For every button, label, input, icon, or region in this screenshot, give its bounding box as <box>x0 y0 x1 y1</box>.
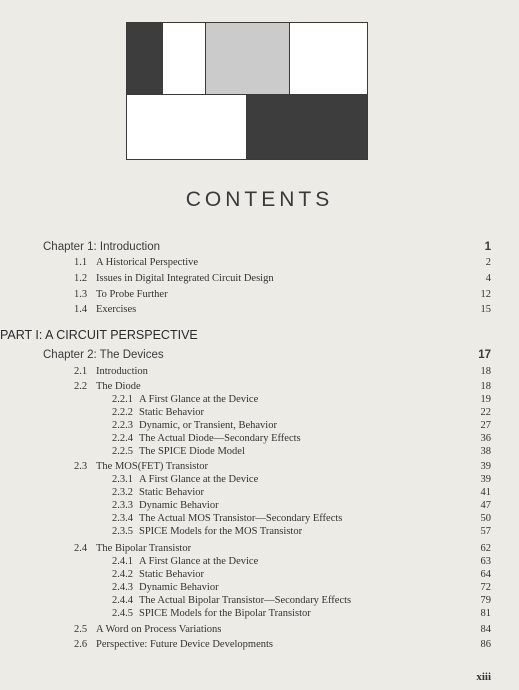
section-title: Issues in Digital Integrated Circuit Design <box>96 273 274 284</box>
subsection-entry <box>0 433 519 447</box>
part-heading <box>0 328 519 342</box>
section-title: Dynamic, or Transient, Behavior <box>139 420 277 431</box>
block-white-right <box>289 22 368 95</box>
section-label <box>74 273 274 284</box>
page-number: 4 <box>485 273 491 284</box>
subsection-label <box>112 433 301 444</box>
subsection-entry <box>0 608 519 622</box>
page-number: 17 <box>478 349 491 361</box>
chapter-label: Chapter 2: The Devices <box>43 349 164 361</box>
subsection-entry <box>0 595 519 609</box>
section-entry <box>0 543 519 557</box>
section-label <box>74 257 198 268</box>
section-title: The Actual Diode—Secondary Effects <box>139 433 301 444</box>
section-number: 2.2.1 <box>112 394 133 405</box>
section-number: 2.4.5 <box>112 608 133 619</box>
section-number: 2.2.3 <box>112 420 133 431</box>
section-number: 2.4.2 <box>112 569 133 580</box>
section-title: Dynamic Behavior <box>139 582 219 593</box>
section-title: The MOS(FET) Transistor <box>96 461 209 472</box>
section-title: The Actual Bipolar Transistor—Secondary Effects <box>139 595 352 606</box>
section-number: 2.3.5 <box>112 526 133 537</box>
subsection-entry <box>0 474 519 488</box>
section-entry <box>0 257 519 271</box>
section-number: 2.5 <box>74 624 88 635</box>
page-number: 57 <box>480 526 491 537</box>
subsection-entry <box>0 513 519 527</box>
section-number: 2.3.1 <box>112 474 133 485</box>
section-number: 2.4.3 <box>112 582 133 593</box>
subsection-entry <box>0 446 519 460</box>
section-label <box>74 543 191 554</box>
page-number: 79 <box>480 595 491 606</box>
section-entry <box>0 366 519 380</box>
page-number: 84 <box>480 624 491 635</box>
section-label <box>74 366 148 377</box>
chapter-label: Chapter 1: Introduction <box>43 241 160 253</box>
subsection-label <box>112 420 277 431</box>
page-number: 39 <box>480 461 491 472</box>
page-number: 22 <box>480 407 491 418</box>
section-label <box>74 304 136 315</box>
section-title: Exercises <box>96 304 137 315</box>
subsection-label <box>112 569 204 580</box>
subsection-label <box>112 582 219 593</box>
section-label <box>74 639 273 650</box>
section-entry <box>0 273 519 287</box>
chapter-entry <box>0 241 519 255</box>
page-number: 72 <box>480 582 491 593</box>
section-number: 2.4 <box>74 543 88 554</box>
page-number: 2 <box>485 257 491 268</box>
page-number: 47 <box>480 500 491 511</box>
section-entry <box>0 461 519 475</box>
section-number: 2.4.4 <box>112 595 133 606</box>
section-title: To Probe Further <box>96 289 168 300</box>
block-dark-small <box>126 22 163 95</box>
subsection-entry <box>0 407 519 421</box>
section-title: Introduction <box>96 366 148 377</box>
page-number: 36 <box>480 433 491 444</box>
page-number: 18 <box>480 366 491 377</box>
block-gray <box>205 22 290 95</box>
block-dark-bottom <box>246 94 368 160</box>
section-number: 2.2.2 <box>112 407 133 418</box>
page-number: 50 <box>480 513 491 524</box>
page-number: 63 <box>480 556 491 567</box>
subsection-label <box>112 500 219 511</box>
subsection-entry <box>0 420 519 434</box>
section-title: The Actual MOS Transistor—Secondary Effects <box>139 513 343 524</box>
section-label <box>74 461 208 472</box>
section-title: A First Glance at the Device <box>139 394 259 405</box>
section-number: 2.4.1 <box>112 556 133 567</box>
section-entry <box>0 304 519 318</box>
page-number: 1 <box>484 241 491 253</box>
subsection-label <box>112 595 351 606</box>
section-number: 2.3.4 <box>112 513 133 524</box>
section-title: Static Behavior <box>139 569 205 580</box>
section-label <box>74 624 221 635</box>
part-label: PART I: A CIRCUIT PERSPECTIVE <box>0 328 198 342</box>
page-number: 19 <box>480 394 491 405</box>
section-entry <box>0 381 519 395</box>
contents-heading: CONTENTS <box>185 188 334 211</box>
section-number: 1.2 <box>74 273 88 284</box>
section-title: A Historical Perspective <box>96 257 199 268</box>
section-number: 2.1 <box>74 366 88 377</box>
subsection-label <box>112 556 258 567</box>
section-number: 2.3.3 <box>112 500 133 511</box>
section-title: A First Glance at the Device <box>139 556 259 567</box>
section-title: The Diode <box>96 381 141 392</box>
block-white-bottom <box>126 94 247 160</box>
page-number: 81 <box>480 608 491 619</box>
page-number: 86 <box>480 639 491 650</box>
section-number: 1.1 <box>74 257 88 268</box>
subsection-entry <box>0 487 519 501</box>
subsection-entry <box>0 394 519 408</box>
section-number: 1.3 <box>74 289 88 300</box>
section-title: The Bipolar Transistor <box>96 543 192 554</box>
page-number: 62 <box>480 543 491 554</box>
page-number: 41 <box>480 487 491 498</box>
section-entry <box>0 624 519 638</box>
section-number: 2.3 <box>74 461 88 472</box>
section-number: 1.4 <box>74 304 88 315</box>
section-entry <box>0 289 519 303</box>
section-title: Perspective: Future Device Developments <box>96 639 273 650</box>
block-white-narrow <box>162 22 206 95</box>
subsection-label <box>112 394 258 405</box>
section-title: Dynamic Behavior <box>139 500 219 511</box>
subsection-label <box>112 446 245 457</box>
subsection-entry <box>0 526 519 540</box>
section-number: 2.2 <box>74 381 88 392</box>
section-title: The SPICE Diode Model <box>139 446 245 457</box>
page-number-footer: xiii <box>476 671 491 683</box>
section-title: SPICE Models for the MOS Transistor <box>139 526 303 537</box>
section-title: Static Behavior <box>139 407 205 418</box>
section-title: Static Behavior <box>139 487 205 498</box>
section-number: 2.2.4 <box>112 433 133 444</box>
subsection-entry <box>0 500 519 514</box>
page-number: 18 <box>480 381 491 392</box>
subsection-label <box>112 608 311 619</box>
page-number: 12 <box>480 289 491 300</box>
subsection-label <box>112 526 302 537</box>
subsection-label <box>112 487 204 498</box>
section-label <box>74 381 141 392</box>
page-number: 15 <box>480 304 491 315</box>
subsection-entry <box>0 582 519 596</box>
page-number: 27 <box>480 420 491 431</box>
page-number: 38 <box>480 446 491 457</box>
section-number: 2.6 <box>74 639 88 650</box>
section-entry <box>0 639 519 653</box>
decorative-block-graphic <box>126 22 368 160</box>
section-title: A First Glance at the Device <box>139 474 259 485</box>
page-number: 39 <box>480 474 491 485</box>
section-title: A Word on Process Variations <box>96 624 222 635</box>
subsection-label <box>112 407 204 418</box>
section-title: SPICE Models for the Bipolar Transistor <box>139 608 311 619</box>
chapter-entry <box>0 349 519 363</box>
subsection-label <box>112 474 258 485</box>
section-label <box>74 289 168 300</box>
subsection-entry <box>0 569 519 583</box>
section-number: 2.3.2 <box>112 487 133 498</box>
subsection-label <box>112 513 342 524</box>
section-number: 2.2.5 <box>112 446 133 457</box>
subsection-entry <box>0 556 519 570</box>
page-number: 64 <box>480 569 491 580</box>
